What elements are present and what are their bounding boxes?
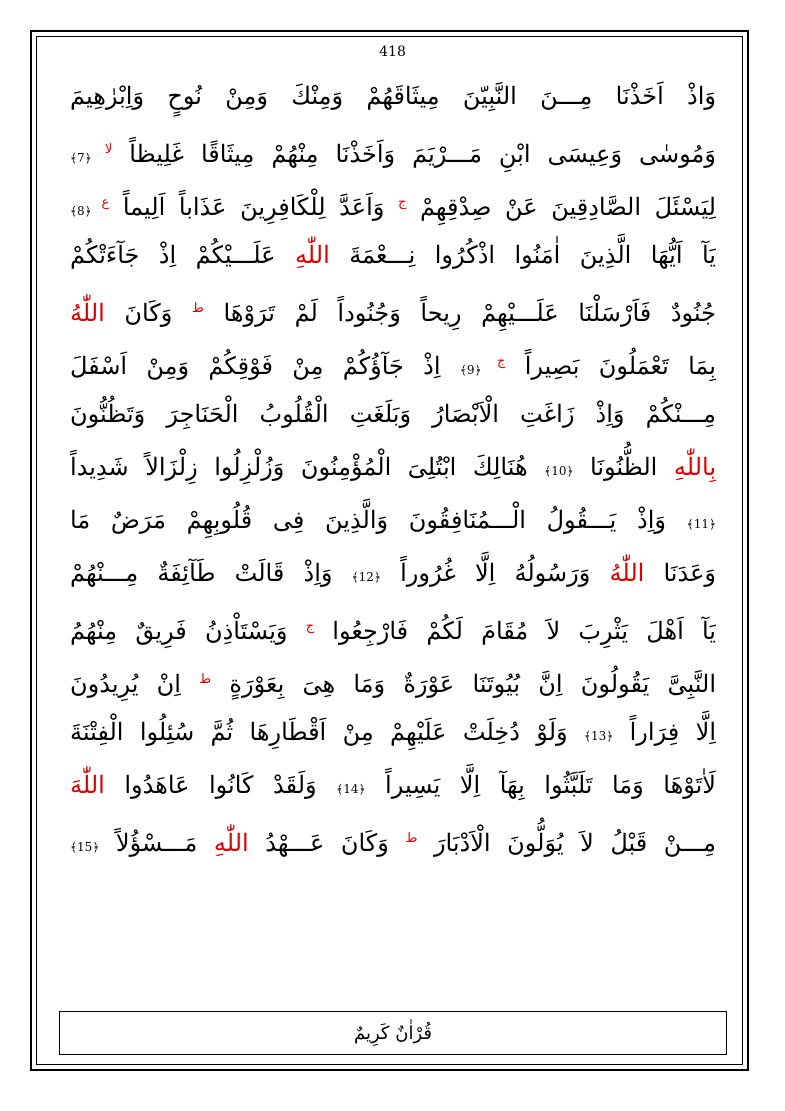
text-segment: وَاَعَدَّ لِلْكَافِرِينَ عَذَاباً اَلِيماً <box>109 193 398 221</box>
text-line <box>70 123 716 176</box>
pause-mark: ج <box>397 195 407 210</box>
text-segment: مِـــنْكُمْ وَاِذْ زَاغَتِ الْاَبْصَارُ وَبَلَغَتِ الْقُلُوبُ الْحَنَاجِرَ وَتَظُنُّونَ <box>70 400 716 428</box>
ayah-number: ﴿12﴾ <box>351 570 381 584</box>
text-segment: اِلَّا فِرَاراً <box>613 718 716 746</box>
text-segment: بِمَا تَعْمَلُونَ بَصِيراً <box>505 352 716 380</box>
text-line <box>70 547 716 600</box>
text-segment: عَلَـــيْكُمْ اِذْ جَآءَتْكُمْ <box>70 241 295 269</box>
text-segment: وَكَانَ عَـــهْدُ <box>248 829 406 857</box>
text-segment: وَمُوسٰى وَعِيسَى ابْنِ مَـــرْيَمَ وَاَخَذْنَا مِنْهُمْ مِيثَاقًا غَلِيظاً <box>112 140 716 168</box>
text-line <box>70 229 716 282</box>
pause-mark: لا <box>104 142 113 157</box>
text-segment: وَلَقَدْ كَانُوا عَاهَدُوا <box>104 771 337 799</box>
text-line <box>70 335 716 388</box>
ayah-number: ﴿7﴾ <box>70 151 105 165</box>
footer-box <box>59 1011 727 1055</box>
quran-text-block <box>70 70 716 865</box>
text-segment: مِـــنْ قَبْلُ لاَ يُوَلُّونَ الْاَدْبَارَ <box>417 829 716 857</box>
text-line <box>70 176 716 229</box>
text-segment: جُنُودٌ فَاَرْسَلْنَا عَلَـــيْهِمْ رِيحاً وَجُنُوداً لَمْ تَرَوْهَا <box>203 299 716 327</box>
text-segment: لِيَسْئَلَ الصَّادِقِينَ عَنْ صِدْقِهِمْ <box>406 193 716 221</box>
text-segment: الظُّنُونَا <box>573 453 674 481</box>
pause-mark: ج <box>305 619 315 634</box>
text-line <box>70 600 716 653</box>
ayah-number: ﴿11﴾ <box>686 517 716 531</box>
ayah-number: ﴿13﴾ <box>583 729 614 743</box>
text-segment: يَآ اَيُّهَا الَّذِينَ اٰمَنُوا اذْكُرُوا نِـــعْمَةَ <box>329 241 716 269</box>
pause-mark: ع <box>101 195 110 210</box>
text-line <box>70 759 716 812</box>
text-segment: وَاِذْ يَـــقُولُ الْـــمُنَافِقُونَ وَالَّذِينَ فِى قُلُوبِهِمْ مَرَضٌ مَا <box>70 506 687 534</box>
divine-name: اللّٰهُ <box>609 559 645 587</box>
text-segment: وَاِذْ قَالَتْ طَآئِفَةٌ مِـــنْهُمْ <box>70 559 352 587</box>
text-line <box>70 494 716 547</box>
text-segment: اِنْ يُرِيدُونَ <box>70 670 200 698</box>
text-segment: وَيَسْتَاْذِنُ فَرِيقٌ مِنْهُمُ <box>70 617 306 645</box>
text-line <box>70 441 716 494</box>
divine-name: اللّٰهَ <box>70 771 105 799</box>
pause-mark: ط <box>199 672 212 687</box>
text-segment: وَاذْ اَخَذْنَا مِـــنَ النَّبِيّنَ مِيثَاقَهُمْ وَمِنْكَ وَمِنْ نُوحٍ وَاِبْرٰهِيمَ <box>70 82 716 110</box>
text-segment: يَآ اَهْلَ يَثْرِبَ لاَ مُقَامَ لَكُمْ فَارْجِعُوا <box>314 617 716 645</box>
ayah-number: ﴿15﴾ <box>70 840 100 854</box>
pause-mark: ج <box>497 354 506 369</box>
divine-name: اللّٰهُ <box>70 299 105 327</box>
text-segment: النَّبِىَّ يَقُولُونَ اِنَّ بُيُوتَنَا عَوْرَةٌ وَمَا هِىَ بِعَوْرَةٍ <box>211 670 716 698</box>
text-line <box>70 706 716 759</box>
ayah-number: ﴿9﴾ <box>459 363 498 377</box>
divine-name: اللّٰهِ <box>294 241 330 269</box>
text-line <box>70 70 716 123</box>
pause-mark: ط <box>191 301 204 316</box>
divine-name: بِاللّٰهِ <box>673 453 716 481</box>
text-line <box>70 388 716 441</box>
ayah-number: ﴿8﴾ <box>70 204 102 218</box>
ayah-number: ﴿10﴾ <box>544 464 574 478</box>
ayah-number: ﴿14﴾ <box>336 782 366 796</box>
text-segment: وَرَسُولُهُ اِلَّا غُرُوراً <box>380 559 610 587</box>
page-number: 418 <box>379 44 406 60</box>
divine-name: اللّٰهِ <box>213 829 249 857</box>
text-segment: هُنَالِكَ ابْتُلِىَ الْمُؤْمِنُونَ وَزُلْزِلُوا زِلْزَالاً شَدِيداً <box>70 453 545 481</box>
text-segment: وَعَدَنَا <box>644 559 716 587</box>
text-line <box>70 653 716 706</box>
text-segment: وَكَانَ <box>104 299 192 327</box>
pause-mark: ط <box>405 831 418 846</box>
footer-text: قُرْاٰنٌ كَرِيمٌ <box>354 1022 432 1044</box>
text-segment: مَـــسْؤُلاً <box>99 829 214 857</box>
text-segment: وَلَوْ دُخِلَتْ عَلَيْهِمْ مِنْ اَقْطَارِهَا ثُمَّ سُئِلُوا الْفِتْنَةَ <box>70 718 584 746</box>
text-line <box>70 812 716 865</box>
text-segment: لَاٰتَوْهَا وَمَا تَلَبَّثُوا بِهَآ اِلَّا يَسِيراً <box>365 771 716 799</box>
text-segment: اِذْ جَآؤُكُمْ مِنْ فَوْقِكُمْ وَمِنْ اَسْفَلَ <box>70 352 460 380</box>
text-line <box>70 282 716 335</box>
